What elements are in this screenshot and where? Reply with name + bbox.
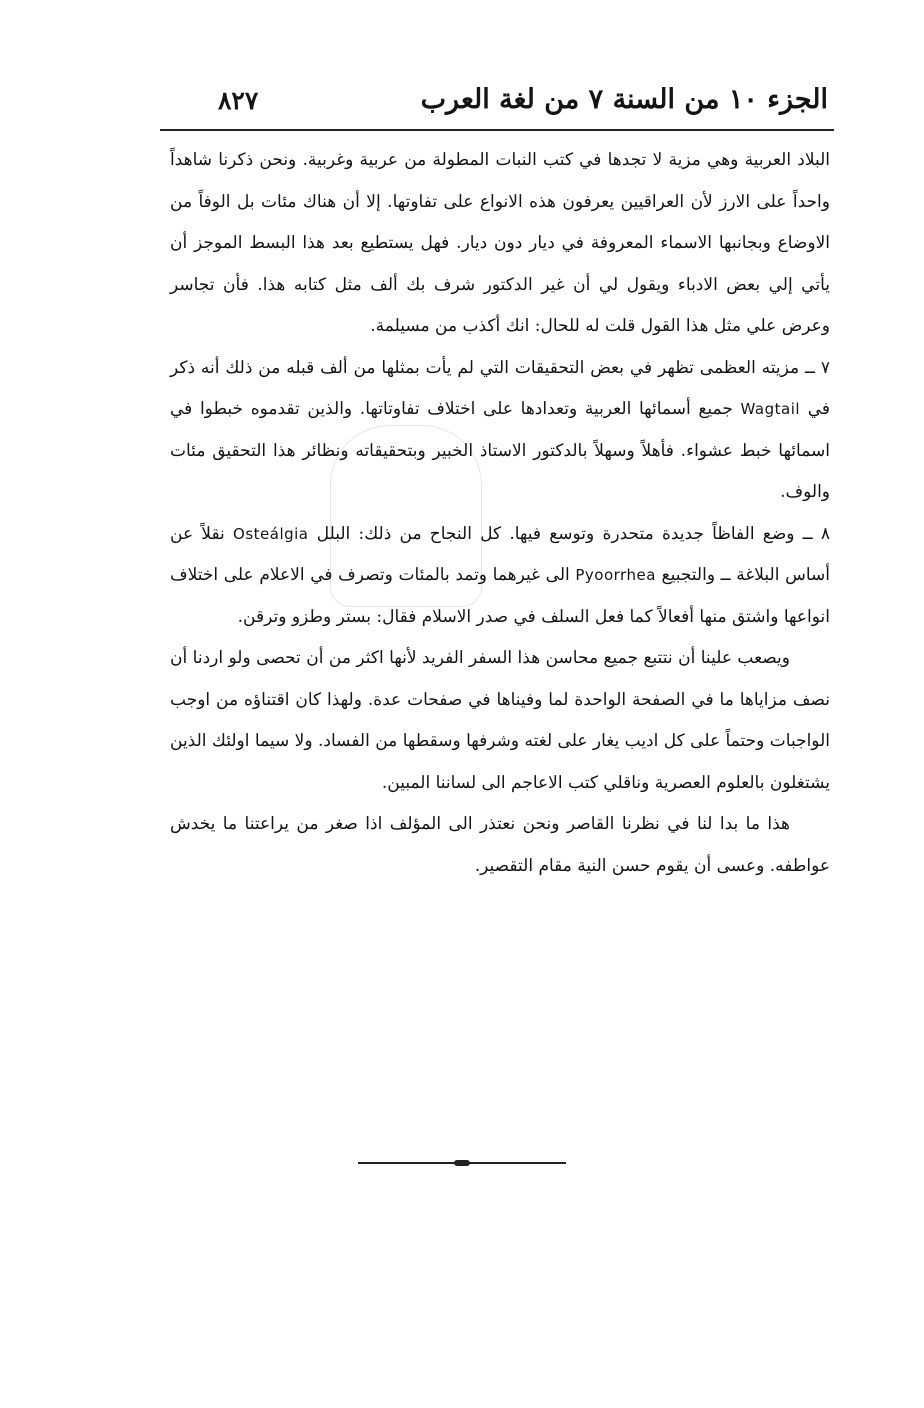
paragraph-1-text: البلاد العربية وهي مزية لا تجدها في كتب النبات المطولة من عربية وغربية. ونحن ذكرنا شاهداً واحداً على الارز لأن العراقيين يعرفون هذه الانواع على تفاوتها. إلا أن هناك مئات بل الوفاً من الاوضاع وبجانبها الاسماء المعروفة في ديار دون ديار. فهل يستطيع بعد هذا البسط الموجز أن يأتي إلي بعض الادباء ويقول لي أن غير الدكتور شرف بك ألف مثل كتابه هذا. فأن تجاسر وعرض علي مثل هذا القول قلت له للحال: انك أكذب من مسيلمة. — [170, 150, 830, 336]
paragraph-3-text-start: ٨ ــ وضع الفاظاً جديدة متحدرة وتوسع فيها. كل النجاح من ذلك: البلل — [308, 523, 830, 544]
latin-term-pyoorrhea: Pyoorrhea — [575, 566, 656, 584]
end-of-article-rule — [358, 1160, 566, 1166]
paragraph-2-text-start: ٧ ــ مزيته العظمى تظهر في بعض التحقيقات التي لم يأت بمثلها من ألف قبله من ذلك أنه ذكر في — [170, 357, 830, 419]
paragraph-1 — [170, 140, 830, 348]
article-body — [170, 140, 830, 887]
paragraph-2 — [170, 348, 830, 514]
paragraph-3 — [170, 514, 830, 639]
end-rule-ornament — [454, 1160, 470, 1166]
paragraph-3-text-end: الى غيرهما وتمد بالمئات وتصرف في الاعلام على اختلاف انواعها واشتق منها أفعالاً كما فعل السلف في صدر الاسلام فقال: بستر وطزو وترقن. — [170, 565, 830, 627]
page-number: ٨٢٧ — [218, 86, 259, 115]
running-header — [178, 72, 828, 122]
paragraph-4 — [170, 638, 830, 804]
paragraph-5-text: هذا ما بدا لنا في نظرنا القاصر ونحن نعتذر الى المؤلف اذا صغر من يراعتنا ما يخدش عواطفه. وعسى أن يقوم حسن النية مقام التقصير. — [170, 814, 830, 876]
paragraph-4-text: ويصعب علينا أن نتتبع جميع محاسن هذا السفر الفريد لأنها اكثر من أن تحصى ولو اردنا أن نصف مزاياها ما في الصفحة الواحدة لما وفيناها في صفحات عدة. ولهذا كان اقتناؤه من اوجب الواجبات وحتماً على كل اديب يغار على لغته وشرفها وسقطها من الفساد. ولا سيما اولئك الذين يشتغلون بالعلوم العصرية وناقلي كتب الاعاجم الى لساننا المبين. — [170, 648, 830, 793]
latin-term-wagtail: Wagtail — [740, 400, 801, 418]
latin-term-ostealgia: Osteálgia — [233, 524, 309, 543]
paragraph-5 — [170, 804, 830, 887]
header-rule — [160, 129, 834, 131]
journal-running-title: الجزء ١٠ من السنة ٧ من لغة العرب — [420, 84, 828, 115]
paragraph-3-text-middle: نقلاً عن أساس البلاغة ــ والتجبيع — [170, 523, 830, 585]
paragraph-2-text-end: جميع أسمائها العربية وتعدادها على اختلاف تفاوتاتها. والذين تقدموه خبطوا في اسمائها خبط عشواء. فأهلاً وسهلاً بالدكتور الاستاذ الخبير وبتحقيقاته ونظائر هذا التحقيق مئات والوف. — [170, 399, 830, 502]
